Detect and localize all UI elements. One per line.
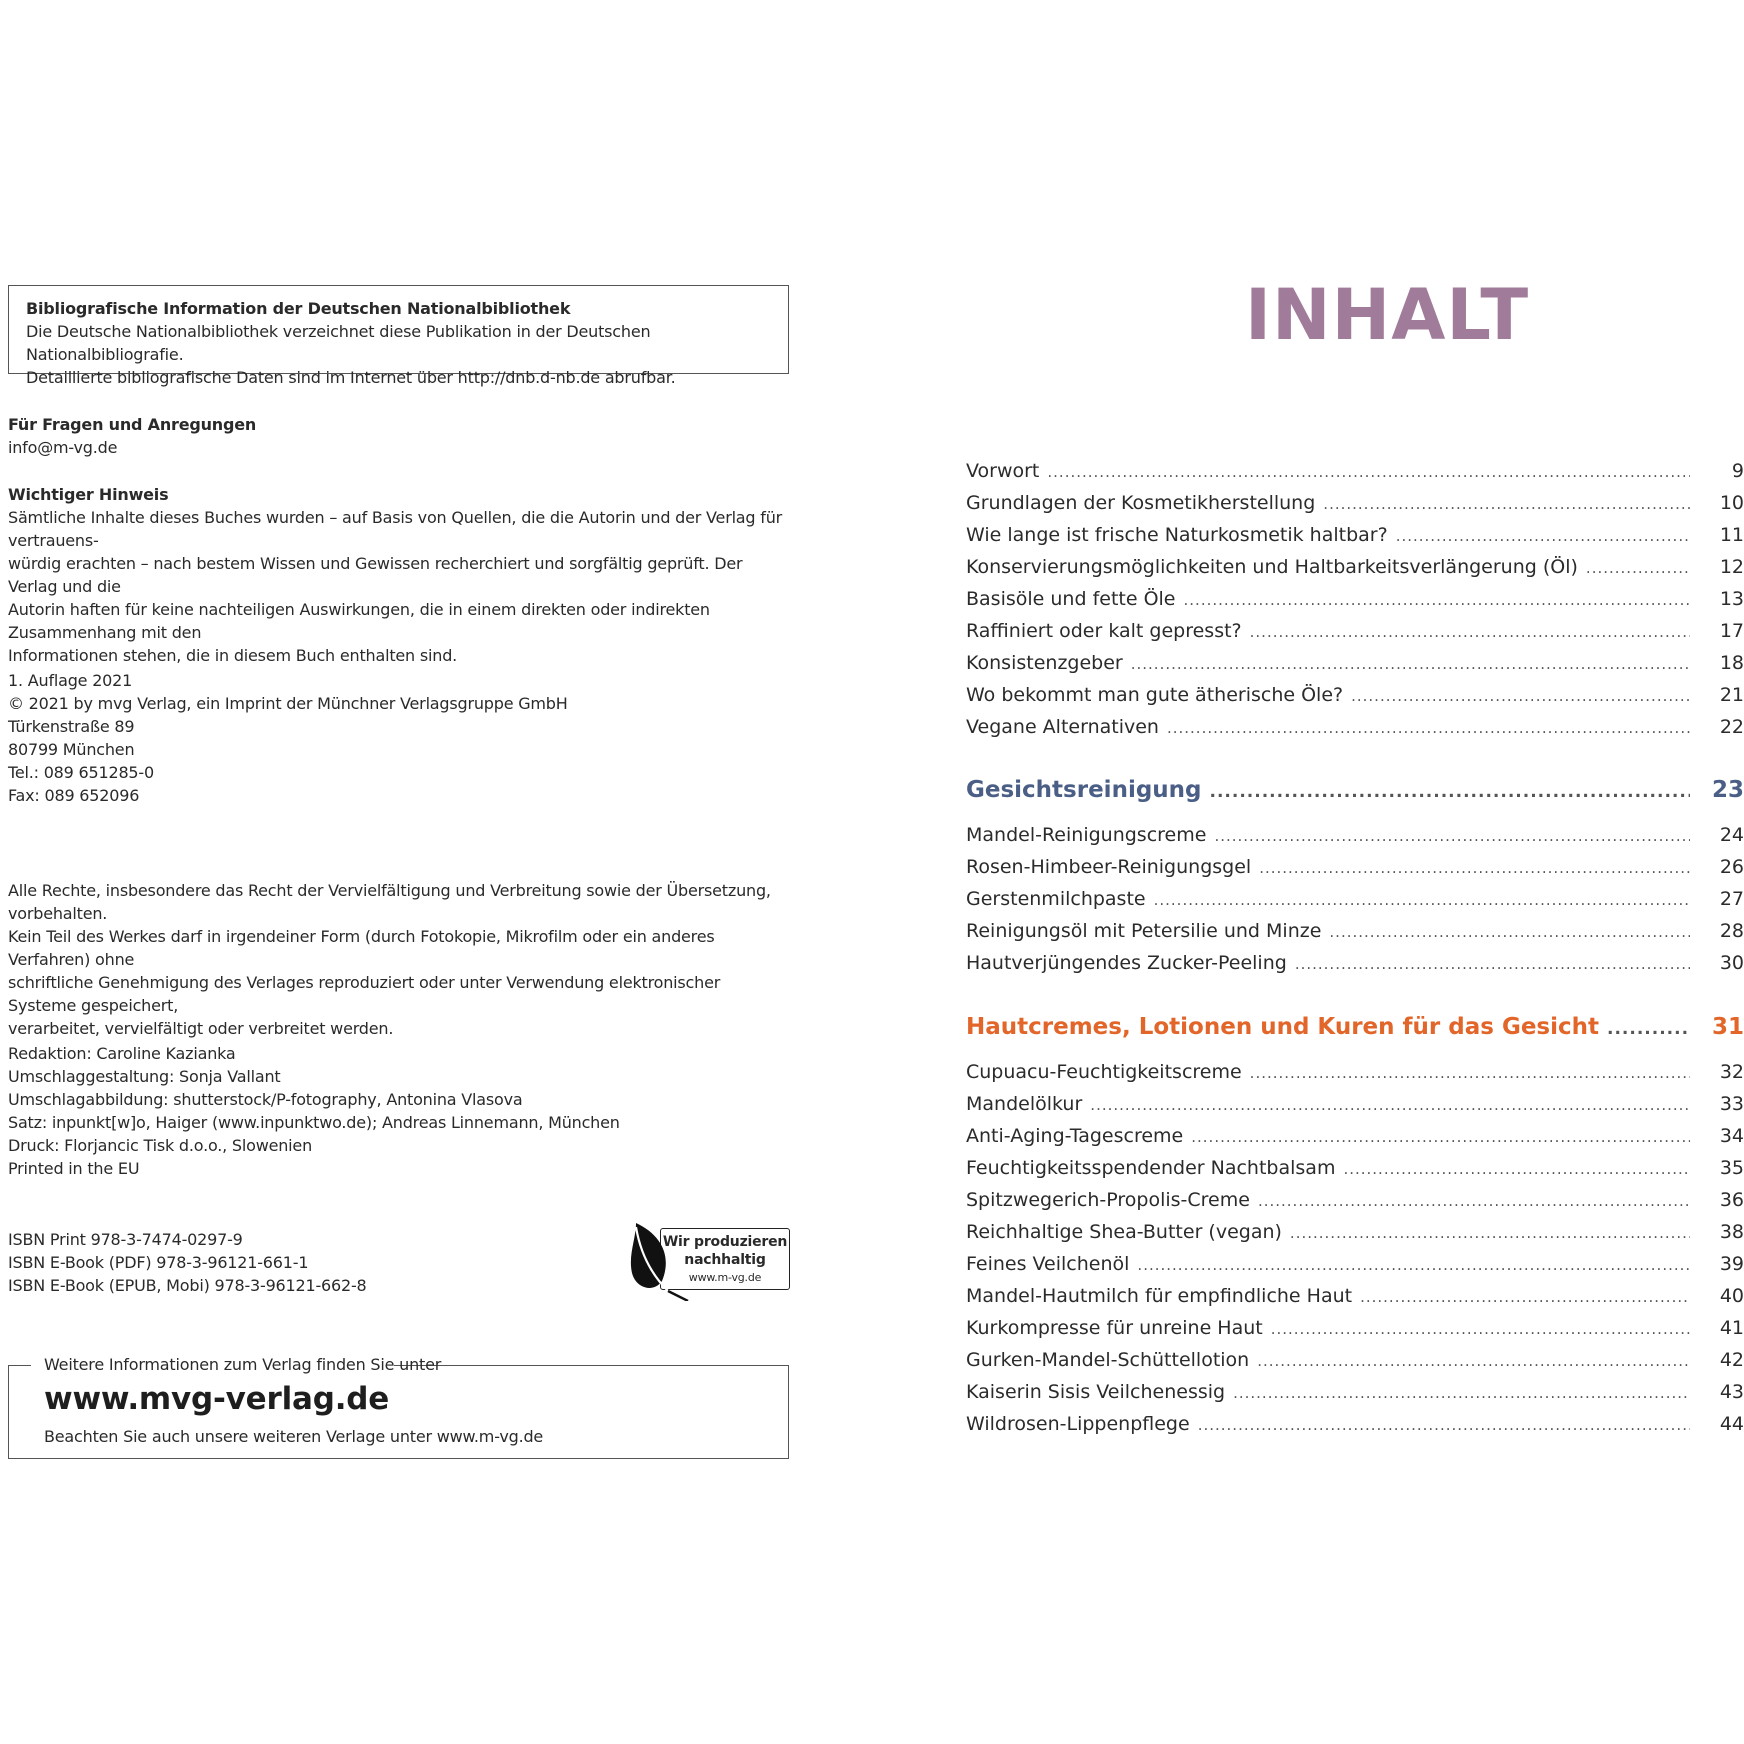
- toc-entry-title: Anti-Aging-Tagescreme: [966, 1125, 1184, 1147]
- toc-entry: [966, 460, 1744, 486]
- toc-entry-page: 21: [1719, 684, 1744, 706]
- leaf-icon: [628, 1221, 698, 1301]
- edition-line: 1. Auflage 2021: [8, 671, 133, 690]
- logo-line: Wir produzieren: [662, 1234, 788, 1250]
- toc-entry-title: Basisöle und fette Öle: [966, 588, 1176, 610]
- toc-entry-page: 44: [1719, 1413, 1744, 1435]
- toc-heading: INHALT: [1245, 274, 1530, 356]
- toc-leader: [1198, 1416, 1690, 1434]
- toc-entry-page: 40: [1719, 1285, 1744, 1307]
- toc-leader: [1191, 1128, 1690, 1146]
- toc-leader: [1090, 1096, 1690, 1114]
- toc-entry-title: Vorwort: [966, 460, 1040, 482]
- toc-entry-title: Konsistenzgeber: [966, 652, 1123, 674]
- edition-line: 80799 München: [8, 740, 135, 759]
- toc-leader: [1607, 1019, 1690, 1039]
- toc-entry: [966, 920, 1744, 946]
- toc-entry-title: Mandel-Reinigungscreme: [966, 824, 1207, 846]
- rights-line: verarbeitet, vervielfältigt oder verbreitet werden.: [8, 1019, 394, 1038]
- credits-line: Printed in the EU: [8, 1159, 140, 1178]
- toc-entry: [966, 888, 1744, 914]
- web-caption: Weitere Informationen zum Verlag finden Sie unter: [44, 1355, 442, 1374]
- toc-leader: [1396, 527, 1690, 545]
- toc-entry-title: Reinigungsöl mit Petersilie und Minze: [966, 920, 1322, 942]
- toc-entry-title: Spitzwegerich-Propolis-Creme: [966, 1189, 1250, 1211]
- toc-entry-title: Wo bekommt man gute ätherische Öle?: [966, 684, 1344, 706]
- edition-line: Türkenstraße 89: [8, 717, 135, 736]
- toc-section-page: 31: [1711, 1014, 1744, 1040]
- toc-entry: [966, 684, 1744, 710]
- toc-leader: [1137, 1256, 1690, 1274]
- toc-section-page: 23: [1711, 777, 1744, 803]
- web-box-border-left: [9, 1365, 31, 1366]
- toc-entry-title: Gurken-Mandel-Schüttellotion: [966, 1349, 1250, 1371]
- toc-entry-title: Reichhaltige Shea-Butter (vegan): [966, 1221, 1282, 1243]
- bib-title: Bibliografische Information der Deutschen Nationalbibliothek: [26, 299, 571, 318]
- publisher-url: www.mvg-verlag.de: [44, 1381, 390, 1417]
- toc-entry-title: Kurkompresse für unreine Haut: [966, 1317, 1263, 1339]
- toc-entry: [966, 952, 1744, 978]
- rights-line: Alle Rechte, insbesondere das Recht der Vervielfältigung und Verbreitung sowie der Übersetzung, vorbehalten.: [8, 881, 771, 923]
- toc-entry-title: Cupuacu-Feuchtigkeitscreme: [966, 1061, 1242, 1083]
- toc-entry-page: 35: [1719, 1157, 1744, 1179]
- bib-line: Detaillierte bibliografische Daten sind im Internet über http://dnb.d-nb.de abrufbar.: [26, 368, 676, 387]
- toc-entry-page: 38: [1719, 1221, 1744, 1243]
- toc-entry: [966, 1221, 1744, 1247]
- toc-entry-title: Wie lange ist frische Naturkosmetik haltbar?: [966, 524, 1388, 546]
- toc-entry-title: Mandel-Hautmilch für empfindliche Haut: [966, 1285, 1353, 1307]
- edition-line: Fax: 089 652096: [8, 786, 140, 805]
- contact-title: Für Fragen und Anregungen: [8, 415, 257, 434]
- toc-entry-page: 26: [1719, 856, 1744, 878]
- toc-entry: [966, 588, 1744, 614]
- isbn-line: ISBN Print 978-3-7474-0297-9: [8, 1230, 243, 1249]
- toc-entry: [966, 1189, 1744, 1215]
- toc-entry-title: Rosen-Himbeer-Reinigungsgel: [966, 856, 1252, 878]
- toc-leader: [1167, 719, 1690, 737]
- toc-leader: [1271, 1320, 1690, 1338]
- toc-entry: [966, 824, 1744, 850]
- isbn-line: ISBN E-Book (PDF) 978-3-96121-661-1: [8, 1253, 309, 1272]
- toc-entry-title: Kaiserin Sisis Veilchenessig: [966, 1381, 1226, 1403]
- toc-entry: [966, 1157, 1744, 1183]
- toc-leader: [1259, 859, 1690, 877]
- notice-block: [8, 483, 793, 667]
- toc-entry-page: 28: [1719, 920, 1744, 942]
- toc-entry-title: Vegane Alternativen: [966, 716, 1159, 738]
- toc-entry: [966, 1317, 1744, 1343]
- sustainability-logo: [628, 1221, 798, 1301]
- toc-leader: [1586, 559, 1690, 577]
- toc-entry-title: Hautverjüngendes Zucker-Peeling: [966, 952, 1287, 974]
- toc-leader: [1329, 923, 1690, 941]
- toc-entry: [966, 1061, 1744, 1087]
- toc-leader: [1290, 1224, 1690, 1242]
- toc-entry: [966, 524, 1744, 550]
- toc-leader: [1214, 827, 1690, 845]
- credits-block: [8, 1042, 793, 1180]
- toc-entry: [966, 1413, 1744, 1439]
- toc-entry-page: 32: [1719, 1061, 1744, 1083]
- web-box-border-right: [394, 1365, 788, 1366]
- toc-entry-page: 39: [1719, 1253, 1744, 1275]
- toc-entry-page: 42: [1719, 1349, 1744, 1371]
- toc-entry: [966, 716, 1744, 742]
- web-note: Beachten Sie auch unsere weiteren Verlage unter www.m-vg.de: [44, 1427, 544, 1446]
- toc-entry-page: 36: [1719, 1189, 1744, 1211]
- toc-entry-page: 43: [1719, 1381, 1744, 1403]
- toc-entry: [966, 620, 1744, 646]
- toc-entry-page: 12: [1719, 556, 1744, 578]
- toc-entry-page: 10: [1719, 492, 1744, 514]
- notice-line: Autorin haften für keine nachteiligen Auswirkungen, die in einem direkten oder indirekten Zusammenhang mit den: [8, 600, 710, 642]
- bibliographic-info-box: [8, 285, 789, 387]
- contact-block: [8, 413, 793, 459]
- toc-entry-title: Wildrosen-Lippenpflege: [966, 1413, 1190, 1435]
- toc-entry-title: Raffiniert oder kalt gepresst?: [966, 620, 1242, 642]
- toc-entry-page: 11: [1719, 524, 1744, 546]
- toc-entry-title: Feines Veilchenöl: [966, 1253, 1130, 1275]
- edition-line: © 2021 by mvg Verlag, ein Imprint der Münchner Verlagsgruppe GmbH: [8, 694, 568, 713]
- notice-title: Wichtiger Hinweis: [8, 485, 169, 504]
- toc-entry-page: 13: [1719, 588, 1744, 610]
- toc-leader: [1258, 1192, 1690, 1210]
- logo-line: nachhaltig: [684, 1252, 766, 1268]
- toc-section-heading: [966, 777, 1744, 811]
- toc-leader: [1131, 655, 1690, 673]
- toc-leader: [1250, 1064, 1690, 1082]
- credits-line: Umschlagabbildung: shutterstock/P-fotography, Antonina Vlasova: [8, 1090, 523, 1109]
- toc-leader: [1154, 891, 1690, 909]
- toc-entry: [966, 1381, 1744, 1407]
- toc-entry-page: 9: [1731, 460, 1744, 482]
- toc-leader: [1250, 623, 1690, 641]
- toc-leader: [1047, 463, 1690, 481]
- toc-entry: [966, 1285, 1744, 1311]
- toc-leader: [1233, 1384, 1690, 1402]
- toc-entry: [966, 1125, 1744, 1151]
- toc-entry-title: Gerstenmilchpaste: [966, 888, 1146, 910]
- toc-entry: [966, 856, 1744, 882]
- logo-url: www.m-vg.de: [688, 1271, 762, 1284]
- toc-entry-page: 27: [1719, 888, 1744, 910]
- notice-line: Informationen stehen, die in diesem Buch enthalten sind.: [8, 646, 458, 665]
- toc-leader: [1257, 1352, 1690, 1370]
- toc-entry-page: 24: [1719, 824, 1744, 846]
- credits-line: Umschlaggestaltung: Sonja Vallant: [8, 1067, 281, 1086]
- contact-email: info@m-vg.de: [8, 438, 118, 457]
- toc-leader: [1210, 782, 1690, 802]
- toc-entry-page: 18: [1719, 652, 1744, 674]
- toc-section-title: Hautcremes, Lotionen und Kuren für das Gesicht: [966, 1014, 1600, 1040]
- notice-line: Sämtliche Inhalte dieses Buches wurden – auf Basis von Quellen, die die Autorin und der Verlag für vertrauens-: [8, 508, 783, 550]
- toc-entry-page: 33: [1719, 1093, 1744, 1115]
- rights-line: schriftliche Genehmigung des Verlages reproduziert oder unter Verwendung elektronischer Systeme gespeichert,: [8, 973, 721, 1015]
- edition-line: Tel.: 089 651285-0: [8, 763, 154, 782]
- toc-leader: [1343, 1160, 1690, 1178]
- toc-entry: [966, 492, 1744, 518]
- toc-entry-page: 30: [1719, 952, 1744, 974]
- credits-line: Druck: Florjancic Tisk d.o.o., Slowenien: [8, 1136, 313, 1155]
- toc-leader: [1295, 955, 1690, 973]
- toc-section-heading: [966, 1014, 1744, 1048]
- rights-block: [8, 879, 793, 1040]
- toc-section-title: Gesichtsreinigung: [966, 777, 1202, 803]
- toc-entry: [966, 1253, 1744, 1279]
- notice-line: würdig erachten – nach bestem Wissen und Gewissen recherchiert und sorgfältig geprüft. Der Verlag und die: [8, 554, 743, 596]
- toc-entry: [966, 556, 1744, 582]
- toc-entry-page: 22: [1719, 716, 1744, 738]
- toc-leader: [1360, 1288, 1690, 1306]
- toc-entry-title: Feuchtigkeitsspendender Nachtbalsam: [966, 1157, 1336, 1179]
- toc-entry-title: Konservierungsmöglichkeiten und Haltbarkeitsverlängerung (Öl): [966, 556, 1578, 578]
- toc-entry-title: Grundlagen der Kosmetikherstellung: [966, 492, 1316, 514]
- toc-leader: [1351, 687, 1690, 705]
- toc-entry: [966, 1093, 1744, 1119]
- edition-block: [8, 669, 793, 807]
- toc-leader: [1184, 591, 1690, 609]
- isbn-line: ISBN E-Book (EPUB, Mobi) 978-3-96121-662-8: [8, 1276, 367, 1295]
- toc-leader: [1323, 495, 1690, 513]
- toc-entry-page: 41: [1719, 1317, 1744, 1339]
- toc-entry-page: 34: [1719, 1125, 1744, 1147]
- credits-line: Satz: inpunkt[w]o, Haiger (www.inpunktwo.de); Andreas Linnemann, München: [8, 1113, 620, 1132]
- rights-line: Kein Teil des Werkes darf in irgendeiner Form (durch Fotokopie, Mikrofilm oder ein anderes Verfahren) ohne: [8, 927, 715, 969]
- toc-entry: [966, 1349, 1744, 1375]
- toc-entry: [966, 652, 1744, 678]
- toc-entry-title: Mandelölkur: [966, 1093, 1083, 1115]
- credits-line: Redaktion: Caroline Kazianka: [8, 1044, 236, 1063]
- toc-entry-page: 17: [1719, 620, 1744, 642]
- bib-line: Die Deutsche Nationalbibliothek verzeichnet diese Publikation in der Deutschen Nationalbibliografie.: [26, 322, 651, 364]
- publisher-web-box: [8, 1355, 789, 1459]
